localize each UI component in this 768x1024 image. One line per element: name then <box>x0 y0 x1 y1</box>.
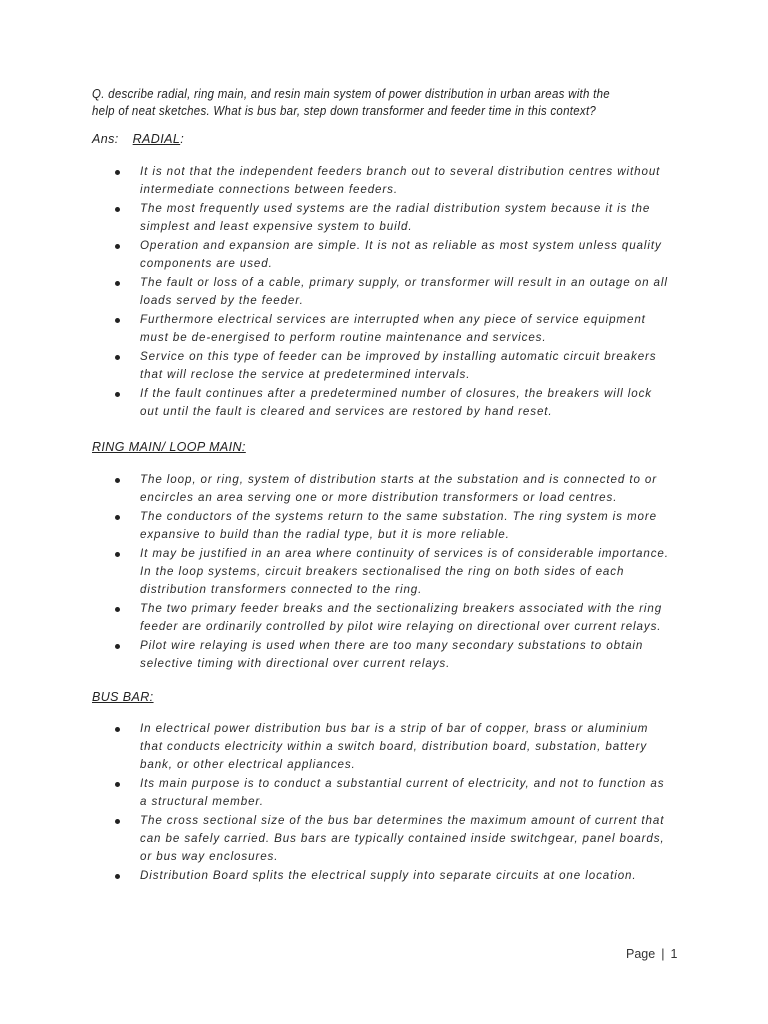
list-item: It is not that the independent feeders branch out to several distribution centres without intermediate connections between feeders. <box>113 163 673 199</box>
ring-main-heading <box>92 440 246 454</box>
bullet-icon <box>115 281 120 286</box>
list-item: Furthermore electrical services are interrupted when any piece of service equipment must be de-energised to perform routine maintenance and services. <box>113 311 673 347</box>
list-item: In electrical power distribution bus bar is a strip of bar of copper, brass or aluminium that conducts electricity within a switch board, distribution board, substation, battery bank, or other electrical appliances. <box>113 720 673 774</box>
list-item: The two primary feeder breaks and the sectionalizing breakers associated with the ring feeder are ordinarily controlled by pilot wire relaying on directional over current relays. <box>113 600 673 636</box>
bullet-icon <box>115 392 120 397</box>
radial-heading-text: RADIAL <box>132 132 181 146</box>
list-item: The most frequently used systems are the radial distribution system because it is the simplest and least expensive system to build. <box>113 200 673 236</box>
list-item: Its main purpose is to conduct a substantial current of electricity, and not to function as a structural member. <box>113 775 673 811</box>
list-item: Pilot wire relaying is used when there are too many secondary substations to obtain selective timing with directional over current relays. <box>113 637 673 673</box>
list-item: The loop, or ring, system of distribution starts at the substation and is connected to or encircles an area serving one or more distribution transformers or load centres. <box>113 471 673 507</box>
radial-heading-suffix: : <box>180 132 185 146</box>
bullet-icon <box>115 170 120 175</box>
bullet-icon <box>115 515 120 520</box>
bullet-icon <box>115 552 120 557</box>
bus-bar-heading-text: BUS BAR: <box>92 690 154 704</box>
bus-bar-heading <box>92 690 154 704</box>
bus-bar-bullet-list <box>113 720 673 886</box>
list-item: The cross sectional size of the bus bar determines the maximum amount of current that can be safely carried. Bus bars are typically contained inside switchgear, panel boards, or bus way enclosures. <box>113 812 673 866</box>
list-item: It may be justified in an area where continuity of services is of considerable importance. In the loop systems, circuit breakers sectionalised the ring on both sides of each distribution transformers connected to the ring. <box>113 545 673 599</box>
list-item: The fault or loss of a cable, primary supply, or transformer will result in an outage on all loads served by the feeder. <box>113 274 673 310</box>
bullet-icon <box>115 874 120 879</box>
bullet-icon <box>115 607 120 612</box>
list-item: If the fault continues after a predetermined number of closures, the breakers will lock out until the fault is cleared and services are restored by hand reset. <box>113 385 673 421</box>
bullet-icon <box>115 355 120 360</box>
question-line-1: Q. describe radial, ring main, and resin main system of power distribution in urban areas with the <box>92 87 610 101</box>
bullet-icon <box>115 478 120 483</box>
ring-main-bullet-list <box>113 471 673 674</box>
bullet-icon <box>115 644 120 649</box>
page-separator: | <box>661 947 665 961</box>
bullet-icon <box>115 318 120 323</box>
radial-heading <box>92 132 184 146</box>
page-label: Page <box>626 947 656 961</box>
question-text <box>92 86 644 120</box>
answer-label: Ans: <box>92 132 119 146</box>
bullet-icon <box>115 727 120 732</box>
bullet-icon <box>115 244 120 249</box>
ring-main-heading-text: RING MAIN/ LOOP MAIN: <box>92 440 246 454</box>
page-footer <box>626 947 677 961</box>
page-number: 1 <box>670 947 678 961</box>
question-line-2: help of neat sketches. What is bus bar, step down transformer and feeder time in this context? <box>92 104 597 118</box>
bullet-icon <box>115 819 120 824</box>
radial-bullet-list <box>113 163 673 422</box>
bullet-icon <box>115 782 120 787</box>
list-item: Service on this type of feeder can be improved by installing automatic circuit breakers that will reclose the service at predetermined intervals. <box>113 348 673 384</box>
bullet-icon <box>115 207 120 212</box>
list-item: Operation and expansion are simple. It is not as reliable as most system unless quality components are used. <box>113 237 673 273</box>
list-item: The conductors of the systems return to the same substation. The ring system is more expansive to build than the radial type, but it is more reliable. <box>113 508 673 544</box>
list-item: Distribution Board splits the electrical supply into separate circuits at one location. <box>113 867 673 885</box>
